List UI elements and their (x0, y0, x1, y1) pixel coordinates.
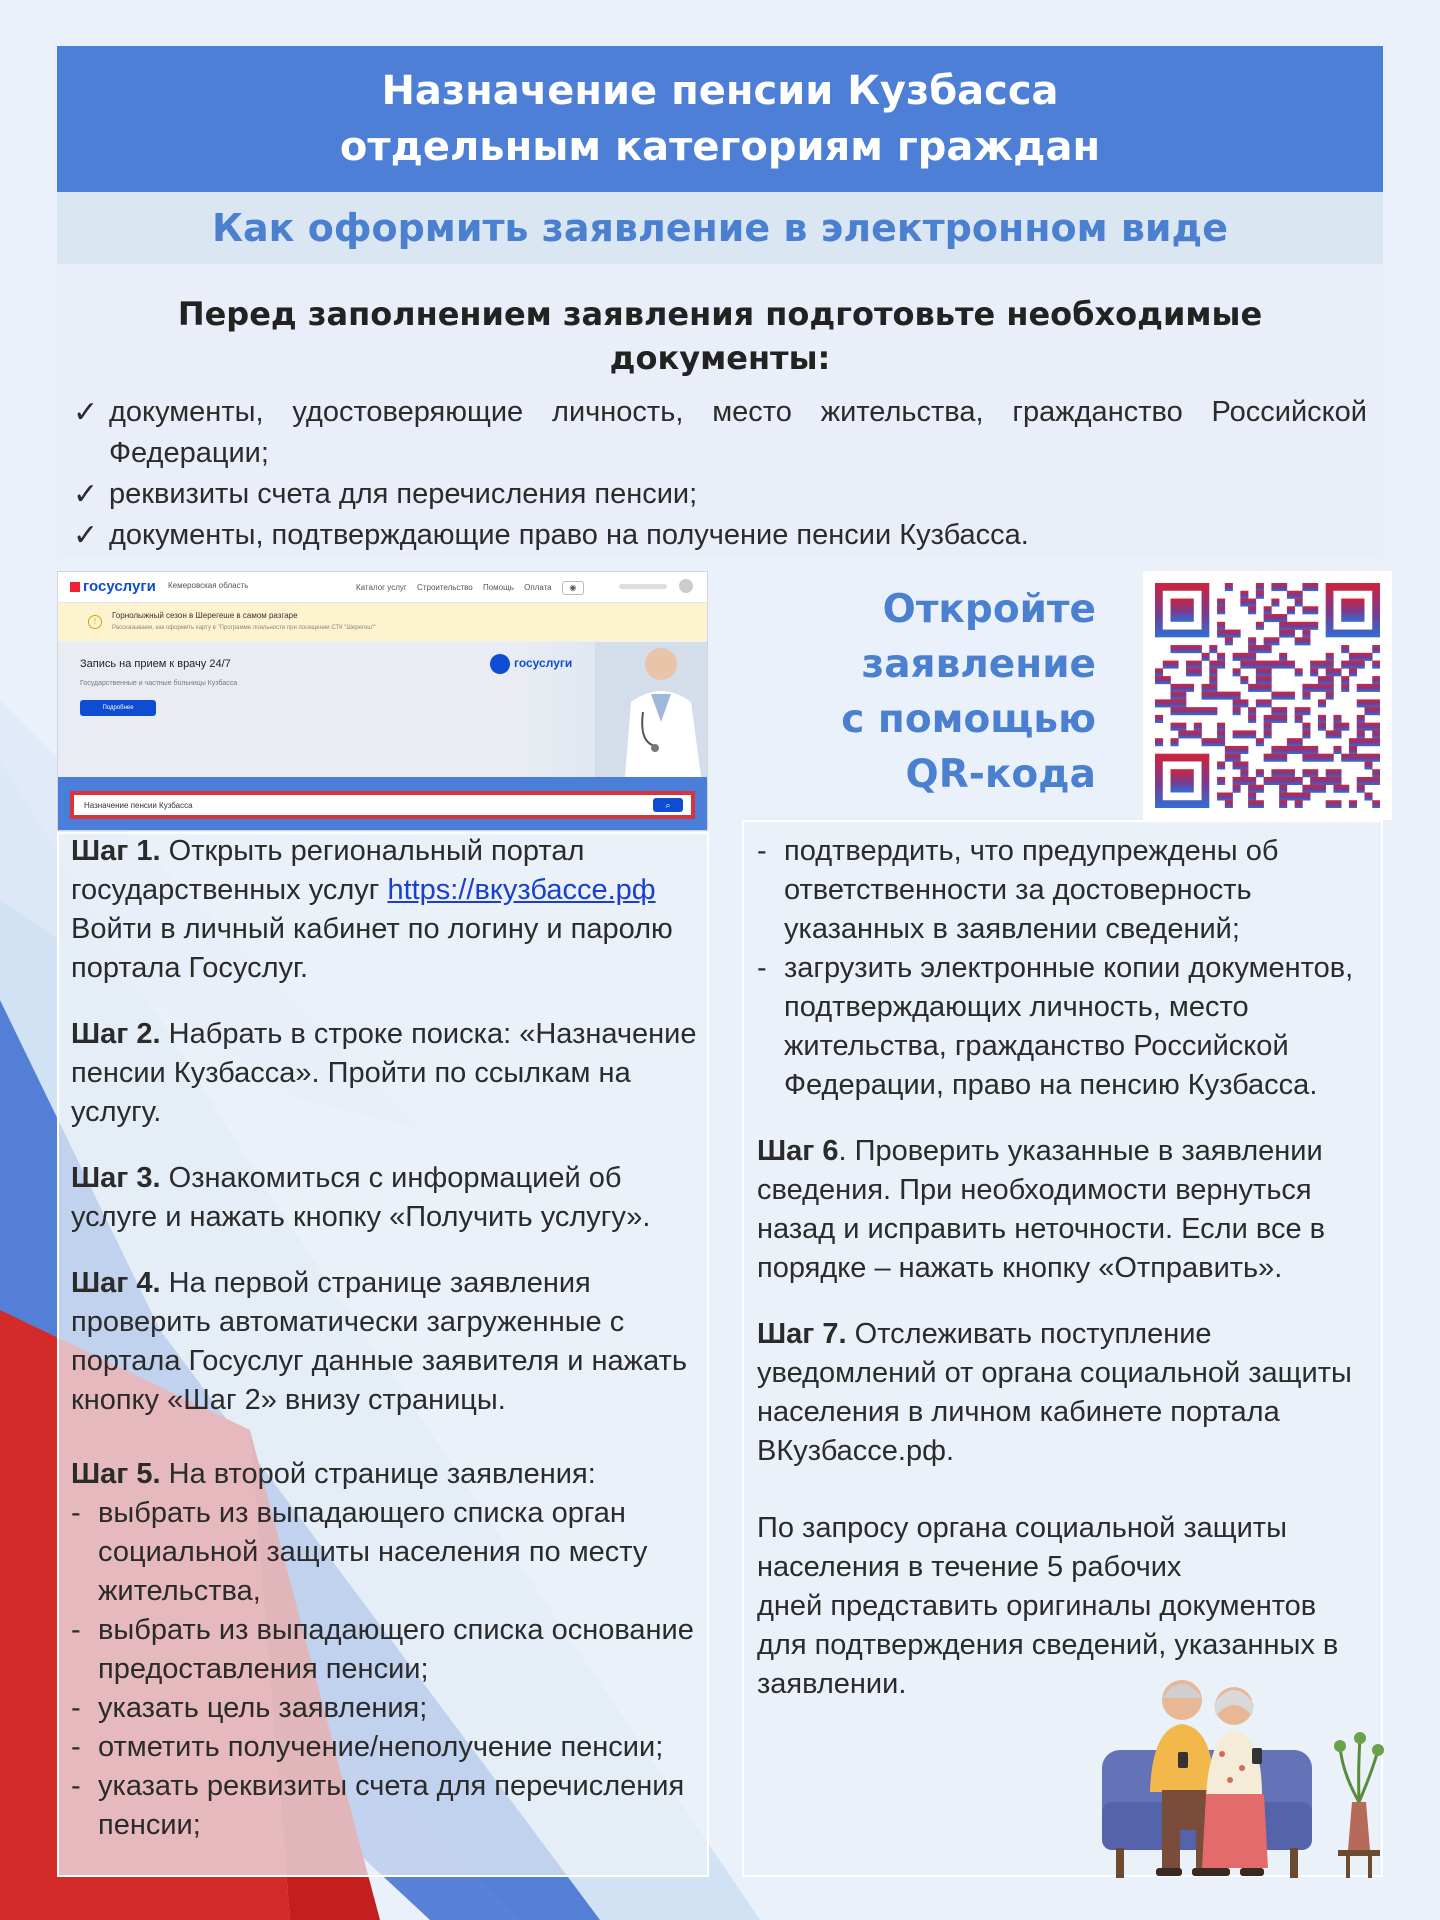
documents-block (57, 264, 1383, 558)
alert-title: Горнолыжный сезон в Шерегеше в самом разгаре (112, 611, 298, 620)
document-item: ✓ документы, удостоверяющие личность, место жительства, гражданство Российской Федерации; (73, 392, 1367, 474)
search-input (70, 791, 695, 819)
checkmark-icon: ✓ (73, 477, 99, 512)
documents-title: Перед заполнением заявления подготовьте необходимые документы: (177, 295, 1263, 377)
page-title (57, 46, 1383, 192)
portal-nav (356, 581, 592, 595)
document-item: ✓ реквизиты счета для перечисления пенсии; (73, 474, 1367, 515)
step-5-continued-item: - загрузить электронные копии документов, подтверждающих личность, место жительства, гражданство Российской Федерации, право на пенсию Кузбасса. (757, 949, 1371, 1105)
step-2: Шаг 2. Набрать в строке поиска: «Назначение пенсии Кузбасса». Пройти по ссылкам на услугу. (71, 1018, 697, 1128)
step-5-item: - указать реквизиты счета для перечисления пенсии; (71, 1767, 699, 1845)
step-6: Шаг 6. Проверить указанные в заявлении сведения. При необходимости вернуться назад и исправить неточности. Если все в порядке – нажать кнопку «Отправить». (757, 1135, 1326, 1284)
portal-alert (58, 603, 707, 641)
banner-logo: госуслуги (490, 654, 572, 674)
qr-caption-line: QR-кода (905, 752, 1096, 797)
step-1: Шаг 1. Открыть региональный портал государственных услуг https://вкузбассе.рф Войти в личный кабинет по логину и паролю портала Госуслуг. (71, 835, 673, 984)
warning-icon: ! (88, 615, 102, 629)
steps-left-text (71, 832, 699, 1845)
qr-code-icon (1155, 583, 1380, 808)
step-7: Шаг 7. Отслеживать поступление уведомлений от органа социальной защиты населения в личном кабинете портала ВКузбассе.рф. (757, 1318, 1352, 1467)
search-icon: ⌕ (653, 798, 683, 812)
region-label: Кемеровская область (168, 581, 249, 590)
step-5-continued-item: - подтвердить, что предупреждены об ответственности за достоверность указанных в заявлении сведений; (757, 832, 1371, 949)
accessibility-eye-icon: ◉ (562, 581, 584, 595)
checkmark-icon: ✓ (73, 518, 99, 553)
originals-note: По запросу органа социальной защиты населения в течение 5 рабочих дней представить оригиналы документов для подтверждения сведений, указанных в заявлении. (757, 1512, 1339, 1700)
alert-text: Рассказываем, как оформить карту в "Программе лояльности при посещении СТК "Шерегеш"" (112, 625, 377, 631)
gosuslugi-screenshot (57, 571, 708, 831)
documents-list (73, 392, 1367, 556)
account-name-placeholder (619, 584, 667, 589)
portal-topbar (58, 572, 707, 603)
banner-subtitle: Государственные и частные больницы Кузбасса (80, 680, 238, 687)
checkmark-icon: ✓ (73, 395, 99, 430)
step-5: Шаг 5. На второй странице заявления: (71, 1458, 596, 1490)
elderly-couple-illustration (1102, 1672, 1392, 1880)
banner-button: Подробнее (80, 700, 156, 716)
gosuslugi-logo: госуслуги (70, 578, 156, 595)
qr-caption (770, 582, 1096, 802)
qr-code (1143, 571, 1392, 820)
avatar (679, 579, 693, 593)
coat-of-arms-icon (70, 582, 80, 592)
step-3: Шаг 3. Ознакомиться с информацией об услуге и нажать кнопку «Получить услугу». (71, 1162, 651, 1233)
nav-construction: Строительство (417, 583, 473, 592)
search-query: Назначение пенсии Кузбасса (84, 801, 193, 810)
gosuslugi-circle-icon (490, 654, 510, 674)
nav-payment: Оплата (524, 583, 552, 592)
step-4: Шаг 4. На первой странице заявления проверить автоматически загруженные с портала Госуслуг данные заявителя и нажать кнопку «Шаг 2» внизу страницы. (71, 1267, 687, 1416)
steps-right-text (757, 832, 1371, 1704)
step-5-item: - выбрать из выпадающего списка орган социальной защиты населения по месту жительства, (71, 1494, 699, 1611)
qr-caption-line: заявление (861, 642, 1096, 687)
title-line-2: отдельным категориям граждан (339, 124, 1101, 170)
section-subtitle: Как оформить заявление в электронном виде (57, 192, 1383, 264)
qr-caption-line: с помощью (841, 697, 1096, 742)
qr-caption-line: Откройте (882, 587, 1096, 632)
nav-catalog: Каталог услуг (356, 583, 407, 592)
step-5-item: - указать цель заявления; (71, 1689, 699, 1728)
step-5-item: - отметить получение/неполучение пенсии; (71, 1728, 699, 1767)
title-line-1: Назначение пенсии Кузбасса (381, 68, 1059, 114)
step-5-item: - выбрать из выпадающего списка основание предоставления пенсии; (71, 1611, 699, 1689)
nav-help: Помощь (482, 583, 514, 592)
banner-title: Запись на прием к врачу 24/7 (80, 658, 231, 670)
doctor-illustration (595, 642, 707, 777)
document-item: ✓ документы, подтверждающие право на получение пенсии Кузбасса. (73, 515, 1367, 556)
portal-link[interactable]: https://вкузбассе.рф (387, 874, 656, 906)
search-band (58, 777, 707, 831)
portal-banner (58, 642, 707, 777)
